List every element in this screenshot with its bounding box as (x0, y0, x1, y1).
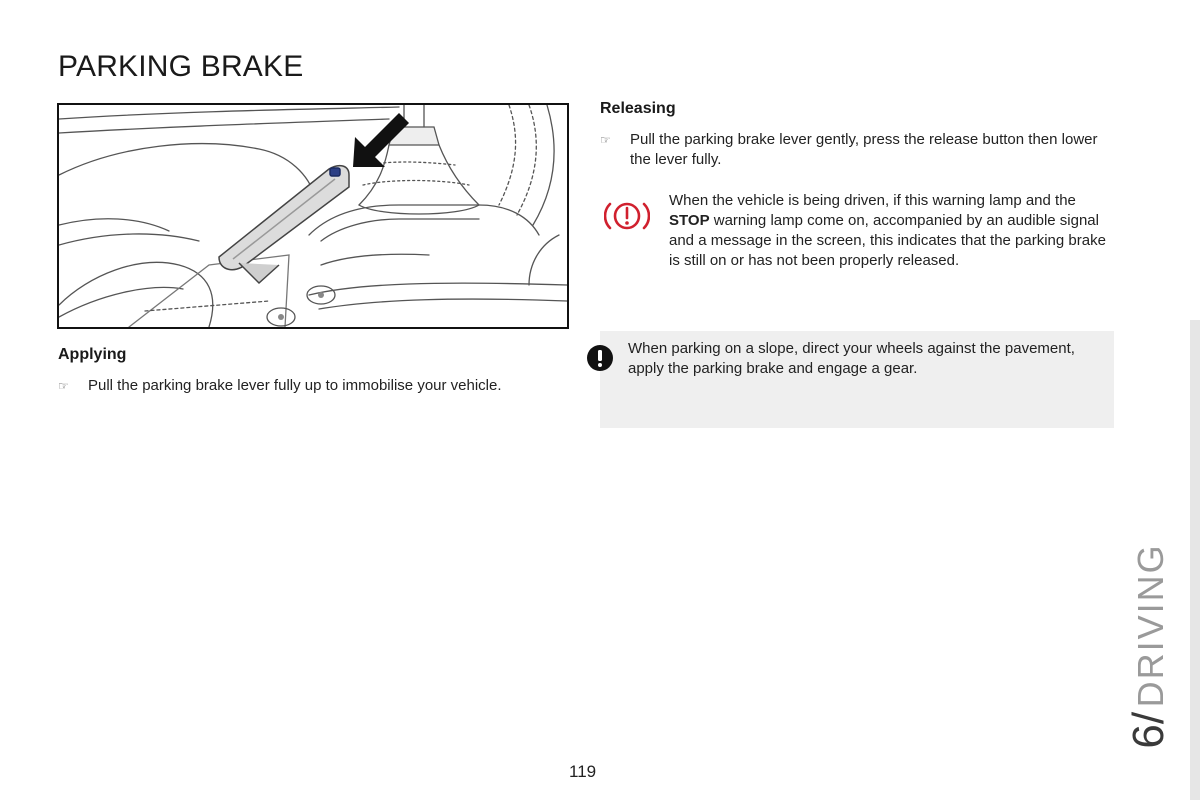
warning-text-start: When the vehicle is being driven, if this warning lamp and the (669, 192, 1076, 209)
stop-lamp-label: STOP (669, 212, 710, 229)
page-number: 119 (569, 762, 597, 781)
releasing-instruction (600, 130, 1100, 170)
applying-heading: Applying (58, 346, 127, 363)
parking-brake-illustration (57, 103, 569, 329)
chapter-name: DRIVING (1130, 543, 1171, 708)
applying-instruction (58, 376, 558, 396)
pointing-hand-icon: ☞ (600, 133, 611, 147)
brake-warning-lamp-icon (604, 198, 650, 239)
chapter-side-tab (1190, 320, 1200, 800)
chapter-number: 6/ (1124, 711, 1173, 749)
releasing-text: Pull the parking brake lever gently, press the release button then lower the lever fully. (630, 131, 1098, 168)
page-title: PARKING BRAKE (58, 50, 304, 83)
parking-brake-drawing (59, 105, 567, 327)
warning-text-end: warning lamp come on, accompanied by an audible signal and a message in the screen, this indicates that the parking brake is still on or has not been properly released. (669, 212, 1106, 269)
chapter-label (1118, 536, 1180, 756)
applying-text: Pull the parking brake lever fully up to immobilise your vehicle. (88, 377, 502, 394)
releasing-heading: Releasing (600, 100, 676, 117)
warning-lamp-text (669, 191, 1109, 271)
exclamation-icon (586, 344, 614, 377)
slope-note-text: When parking on a slope, direct your wheels against the pavement, apply the parking brake and engage a gear. (628, 340, 1075, 377)
pointing-hand-icon: ☞ (58, 379, 69, 393)
